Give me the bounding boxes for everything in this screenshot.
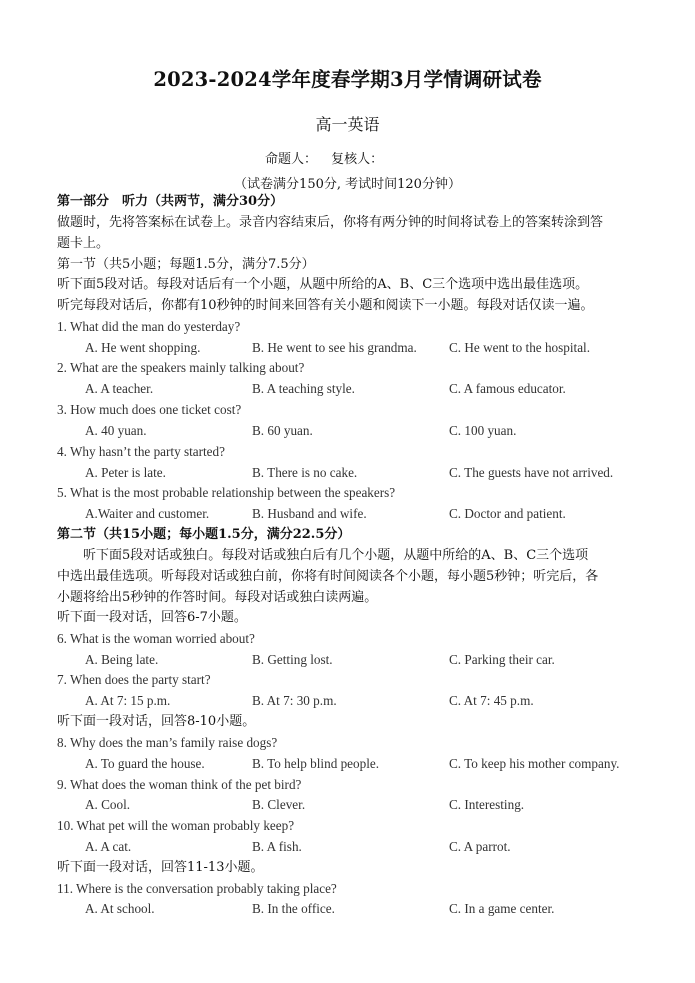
maker-label: 命题人： bbox=[265, 152, 318, 167]
option-a: A.Waiter and customer. bbox=[85, 506, 210, 521]
exam-authors bbox=[265, 148, 393, 167]
exam-note: （试卷满分150分, 考试时间120分钟） bbox=[234, 177, 461, 192]
option-c: C. In a game center. bbox=[449, 901, 555, 916]
part1-instruction-1: 做题时，先将答案标在试卷上。录音内容结束后，你将有两分钟的时间将试卷上的答案转涂到答 bbox=[57, 215, 604, 230]
section1-instruction-2: 听完每段对话后，你都有10秒钟的时间来回答有关小题和阅读下一小题。每段对话仅读一遍。 bbox=[57, 298, 594, 313]
option-c: C. Doctor and patient. bbox=[449, 506, 566, 521]
option-a: A. To guard the house. bbox=[85, 756, 205, 771]
option-c: C. The guests have not arrived. bbox=[449, 465, 614, 480]
question-stem: 9. What does the woman think of the pet bird? bbox=[57, 777, 302, 792]
option-b: B. He went to see his grandma. bbox=[252, 340, 417, 355]
group-instruction-6-7: 听下面一段对话，回答6-7小题。 bbox=[57, 610, 247, 625]
section2-instruction-2: 中选出最佳选项。听每段对话或独白前，你将有时间阅读各个小题，每小题5秒钟；听完后，各 bbox=[57, 569, 599, 584]
exam-subject: 高一英语 bbox=[315, 115, 380, 134]
option-b: B. At 7: 30 p.m. bbox=[252, 693, 337, 708]
option-c: C. A parrot. bbox=[449, 839, 511, 854]
question-stem: 4. Why hasn’t the party started? bbox=[57, 444, 225, 459]
option-b: B. A fish. bbox=[252, 839, 302, 854]
question-stem: 6. What is the woman worried about? bbox=[57, 631, 255, 646]
reviewer-label: 复核人： bbox=[331, 152, 384, 167]
option-c: C. To keep his mother company. bbox=[449, 756, 620, 771]
question-stem: 1. What did the man do yesterday? bbox=[57, 319, 241, 334]
option-b: B. 60 yuan. bbox=[252, 423, 313, 438]
group-instruction-8-10: 听下面一段对话，回答8-10小题。 bbox=[57, 714, 256, 729]
section2-instruction-3: 小题将给出5秒钟的作答时间。每段对话或独白读两遍。 bbox=[57, 590, 378, 605]
option-b: B. Clever. bbox=[252, 797, 306, 812]
option-b: B. Getting lost. bbox=[252, 652, 333, 667]
option-a: A. Peter is late. bbox=[85, 465, 166, 480]
question-stem: 11. Where is the conversation probably taking place? bbox=[57, 881, 337, 896]
option-c: C. Parking their car. bbox=[449, 652, 555, 667]
option-c: C. At 7: 45 p.m. bbox=[449, 693, 534, 708]
option-b: B. Husband and wife. bbox=[252, 506, 367, 521]
option-c: C. Interesting. bbox=[449, 797, 525, 812]
question-stem: 3. How much does one ticket cost? bbox=[57, 402, 242, 417]
option-a: A. A cat. bbox=[85, 839, 132, 854]
section1-instruction-1: 听下面5段对话。每段对话后有一个小题，从题中所给的A、B、C三个选项中选出最佳选项。 bbox=[57, 277, 589, 292]
option-c: C. A famous educator. bbox=[449, 381, 566, 396]
option-a: A. Being late. bbox=[85, 652, 159, 667]
option-b: B. A teaching style. bbox=[252, 381, 355, 396]
section2-instruction-1: 听下面5段对话或独白。每段对话或独白后有几个小题，从题中所给的A、B、C三个选项 bbox=[83, 548, 589, 563]
question-stem: 7. When does the party start? bbox=[57, 672, 211, 687]
part1-instruction-2: 题卡上。 bbox=[57, 236, 110, 251]
section2-heading: 第二节（共15小题；每小题1.5分，满分22.5分） bbox=[57, 527, 351, 542]
part1-heading: 第一部分 听力（共两节，满分30分） bbox=[57, 194, 284, 209]
option-c: C. He went to the hospital. bbox=[449, 340, 591, 355]
option-b: B. There is no cake. bbox=[252, 465, 358, 480]
group-instruction-11-13: 听下面一段对话，回答11-13小题。 bbox=[57, 860, 264, 875]
question-stem: 8. Why does the man’s family raise dogs? bbox=[57, 735, 278, 750]
option-b: B. To help blind people. bbox=[252, 756, 380, 771]
section1-heading: 第一节（共5小题；每题1.5分，满分7.5分） bbox=[57, 257, 315, 272]
option-a: A. At 7: 15 p.m. bbox=[85, 693, 171, 708]
question-stem: 2. What are the speakers mainly talking about? bbox=[57, 360, 305, 375]
option-a: A. He went shopping. bbox=[85, 340, 201, 355]
exam-title: 2023-2024学年度春学期3月学情调研试卷 bbox=[153, 68, 542, 91]
option-a: A. At school. bbox=[85, 901, 155, 916]
option-a: A. 40 yuan. bbox=[85, 423, 147, 438]
option-b: B. In the office. bbox=[252, 901, 335, 916]
question-stem: 10. What pet will the woman probably keep? bbox=[57, 818, 295, 833]
option-a: A. Cool. bbox=[85, 797, 131, 812]
option-a: A. A teacher. bbox=[85, 381, 154, 396]
option-c: C. 100 yuan. bbox=[449, 423, 517, 438]
question-stem: 5. What is the most probable relationship between the speakers? bbox=[57, 485, 396, 500]
